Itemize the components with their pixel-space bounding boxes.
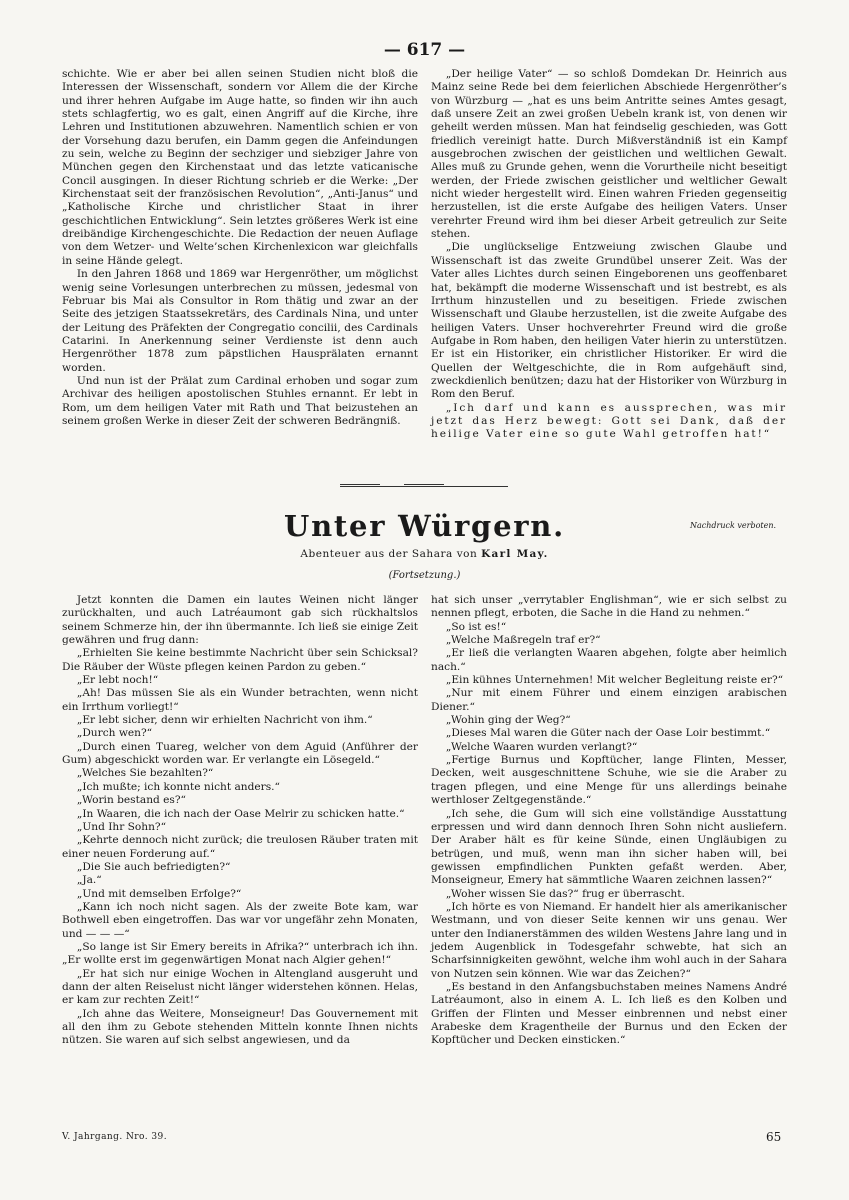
paragraph: „Er ließ die verlangten Waaren abgehen, folgte aber heimlich nach.“ [431, 647, 787, 673]
paragraph: „Ich hörte es von Niemand. Er handelt hier als amerikanischer Westmann, und von dieser Seite kennen wir uns genau. Wer unter den Indianerstämmen des wilden Westens Jahre lang und in jedem Augenblick in Todesgefahr schwebte, hat sich an Scharfsinnigkeiten gewöhnt, welche ihm wohl auch in der Sahara von Nutzen sein können. Wie war das Zeichen?“ [431, 900, 787, 980]
paragraph: „Kann ich noch nicht sagen. Als der zweite Bote kam, war Bothwell eben eingetroffen. Das war vor ungefähr zehn Monaten, und — — —“ [62, 900, 418, 940]
paragraph: In den Jahren 1868 und 1869 war Hergenröther, um möglichst wenig seine Vorlesungen unterbrechen zu müssen, jedesmal von Februar bis Mai als Consultor in Rom thätig und zwar an der Seite des jetzigen Staatssekretärs, des Cardinals Nina, und unter der Leitung des Präfekten der Congregatio concilii, des Cardinals Catarini. In Anerkennung seiner Verdienste ist denn auch Hergenröther 1878 zum päpstlichen Hausprälaten ernannt worden. [62, 268, 418, 374]
story-subtitle [0, 548, 849, 560]
paragraph: „Erhielten Sie keine bestimmte Nachricht über sein Schicksal? Die Räuber der Wüste pflegen keinen Pardon zu geben.“ [62, 647, 418, 673]
paragraph: „Ein kühnes Unternehmen! Mit welcher Begleitung reiste er?“ [445, 674, 784, 687]
paragraph: Und nun ist der Prälat zum Cardinal erhoben und sogar zum Archivar des heiligen apostolischen Stuhles ernannt. Er lebt in Rom, um dem heiligen Vater mit Rath und That beizustehen an seinem großen Werke in dieser Zeit der schweren Bedrängniß. [62, 374, 418, 427]
page-number: — 617 — [383, 40, 466, 60]
paragraph: „Ich mußte; ich konnte nicht anders.“ [76, 780, 280, 793]
paragraph: „Wohin ging der Weg?“ [445, 714, 571, 727]
paragraph: „Kehrte dennoch nicht zurück; die treulosen Räuber traten mit einer neuen Forderung auf.“ [62, 834, 418, 860]
article-column-right [431, 68, 787, 442]
paragraph: „Dieses Mal waren die Güter nach der Oase Loir bestimmt.“ [445, 727, 771, 740]
paragraph: „In Waaren, die ich nach der Oase Melrir zu schicken hatte.“ [76, 807, 405, 820]
paragraph: hat sich unser „verrytabler Englishman“, wie er sich selbst zu nennen pflegt, erboten, die Sache in die Hand zu nehmen.“ [431, 594, 787, 620]
paragraph: „Die unglückselige Entzweiung zwischen Glaube und Wissenschaft ist das zweite Grundübel unserer Zeit. Was der Vater alles Lichtes durch seinen Eingeborenen uns geoffenbaret hat, bekämpft die moderne Wissenschaft und ist bestrebt, es als Irrthum hinzustellen und zu beseitigen. Friede zwischen Wissenschaft und Glaube herzustellen, ist die zweite Aufgabe des heiligen Vaters. Unser hochverehrter Freund wird die große Aufgabe in Rom haben, den heiligen Vater hierin zu unterstützen. Er ist ein Historiker, ein christlicher Historiker. Er wird die Quellen der Weltgeschichte, die in Rom aufgehäuft sind, zweckdienlich benützen; dazu hat der Historiker von Würzburg in Rom den Beruf. [431, 241, 787, 401]
paragraph: schichte. Wie er aber bei allen seinen Studien nicht bloß die Interessen der Wissenschaft, sondern vor Allem die der Kirche und ihrer hehren Aufgabe im Auge hatte, so finden wir ihn auch stets schlagfertig, wo es galt, einen Angriff auf die Kirche, ihre Lehren und Institutionen abzuwehren. Namentlich schien er von der Vorsehung dazu berufen, ein Damm gegen die Anfeindungen zu sein, welche zu Beginn der sechziger und siebziger Jahre von München gegen den Kirchenstaat und das letzte vaticanische Concil ausgingen. In dieser Richtung schrieb er die Werke: „Der Kirchenstaat seit der französischen Revolution“, „Anti-Janus“ und „Katholische Kirche und christlicher Staat in ihrer geschichtlichen Entwicklung“. Sein letztes größeres Werk ist eine dreibändige Kirchengeschichte. Die Redaction der neuen Auflage von dem Wetzer- und Welte’schen Kirchenlexicon war gleichfalls in seine Hände gelegt. [62, 68, 418, 267]
paragraph: „Durch einen Tuareg, welcher von dem Aguid (Anführer der Gum) abgeschickt worden war. Er verlangte ein Lösegeld.“ [62, 740, 418, 767]
section-divider [340, 486, 508, 487]
story-column-left [62, 594, 418, 1048]
paragraph: „Er lebt sicher, denn wir erhielten Nachricht von ihm.“ [76, 714, 373, 727]
paragraph: „Welche Waaren wurden verlangt?“ [445, 740, 638, 753]
article-column-left [62, 68, 418, 428]
paragraph: „Durch wen?“ [76, 727, 153, 740]
paragraph: „So lange ist Sir Emery bereits in Afrika?“ unterbrach ich ihn. „Er wollte erst im gegenwärtigen Monat nach Algier gehen!“ [62, 940, 418, 967]
story-title: Unter Würgern. [284, 509, 565, 543]
paragraph: „Woher wissen Sie das?“ frug er überrascht. [445, 887, 685, 900]
paragraph: „Welches Sie bezahlten?“ [76, 767, 214, 780]
paragraph: „Es bestand in den Anfangsbuchstaben meines Namens André Latréaumont, also in einem A. L. Ich ließ es den Kolben und Griffen der Flinten und Messer einbrennen und nebst einer Arabeske dem Kragentheile der Burnus und den Ecken der Kopftücher und Decken einsticken.“ [431, 980, 787, 1047]
subtitle-text: Abenteuer aus der Sahara von [300, 548, 478, 560]
story-column-right [431, 594, 787, 1048]
reprint-note: Nachdruck verboten. [690, 521, 777, 530]
paragraph: „Welche Maßregeln traf er?“ [445, 634, 601, 647]
paragraph: „Ja.“ [76, 874, 102, 887]
continuation-note: (Fortsetzung.) [388, 570, 461, 581]
paragraph: „Die Sie auch befriedigten?“ [76, 860, 231, 873]
paragraph: Jetzt konnten die Damen ein lautes Weinen nicht länger zurückhalten, und auch Latréaumont gab sich rückhaltslos seinem Schmerze hin, der ihn übermannte. Ich ließ sie einige Zeit gewähren und frug dann: [62, 594, 418, 647]
paragraph: „Und Ihr Sohn?“ [76, 820, 167, 833]
paragraph: „Der heilige Vater“ — so schloß Domdekan Dr. Heinrich aus Mainz seine Rede bei dem feierlichen Abschiede Hergenröther’s von Würzburg — „hat es uns beim Antritte seines Amtes gesagt, daß unsere Zeit an zwei großen Uebeln krank ist, von denen wir geheilt werden müssen. Man hat feindselig geschieden, was Gott friedlich vereinigt hatte. Durch Mißverständniß ist ein Kampf ausgebrochen zwischen der geistlichen und weltlichen Gewalt. Alles muß zu Grunde gehen, wenn die Vorurtheile nicht beseitigt werden, der Friede zwischen geistlicher und weltlicher Gewalt nicht wieder hergestellt wird. Einen wahren Frieden gegenseitig herzustellen, ist die erste Aufgabe des heiligen Vaters. Unser verehrter Freund wird ihm bei dieser Arbeit getreulich zur Seite stehen. [431, 68, 787, 241]
paragraph: „Er hat sich nur einige Wochen in Altengland ausgeruht und dann der alten Reiselust nicht länger widerstehen können. Helas, er kam zur rechten Zeit!“ [62, 967, 418, 1007]
paragraph: „Ich ahne das Weitere, Monseigneur! Das Gouvernement mit all den ihm zu Gebote stehenden Mitteln konnte Ihnen nichts nützen. Sie waren auf sich selbst angewiesen, und da [62, 1007, 418, 1047]
paragraph: „Fertige Burnus und Kopftücher, lange Flinten, Messer, Decken, weit ausgeschnittene Schuhe, wie sie die Araber zu tragen pflegen, und eine Menge für uns allerdings beinahe werthloser Zeltgegenstände.“ [431, 754, 787, 807]
issue-info: V. Jahrgang. Nro. 39. [62, 1132, 168, 1142]
sheet-number: 65 [766, 1130, 782, 1144]
paragraph: „Und mit demselben Erfolge?“ [76, 887, 242, 900]
paragraph: „Ah! Das müssen Sie als ein Wunder betrachten, wenn nicht ein Irrthum vorliegt!“ [62, 687, 418, 713]
paragraph: „Ich sehe, die Gum will sich eine vollständige Ausstattung erpressen und wird dann dennoch Ihren Sohn nicht ausliefern. Der Araber hält es für keine Sünde, einen Ungläubigen zu betrügen, und muß, wenn man ihn sicher haben will, bei gewissen empfindlichen Punkten gefaßt werden. Aber, Monseigneur, Emery hat sämmtliche Waaren zeichnen lassen?“ [431, 807, 787, 887]
paragraph: „Er lebt noch!“ [76, 674, 159, 687]
author-name: Karl May. [481, 548, 549, 560]
paragraph: „Worin bestand es?“ [76, 794, 186, 807]
paragraph: „So ist es!“ [445, 620, 507, 633]
paragraph-emphasized: „Ich darf und kann es aussprechen, was mir jetzt das Herz bewegt: Gott sei Dank, daß der heilige Vater eine so gute Wahl getroffen hat!“ [431, 401, 787, 441]
paragraph: „Nur mit einem Führer und einem einzigen arabischen Diener.“ [431, 687, 787, 713]
